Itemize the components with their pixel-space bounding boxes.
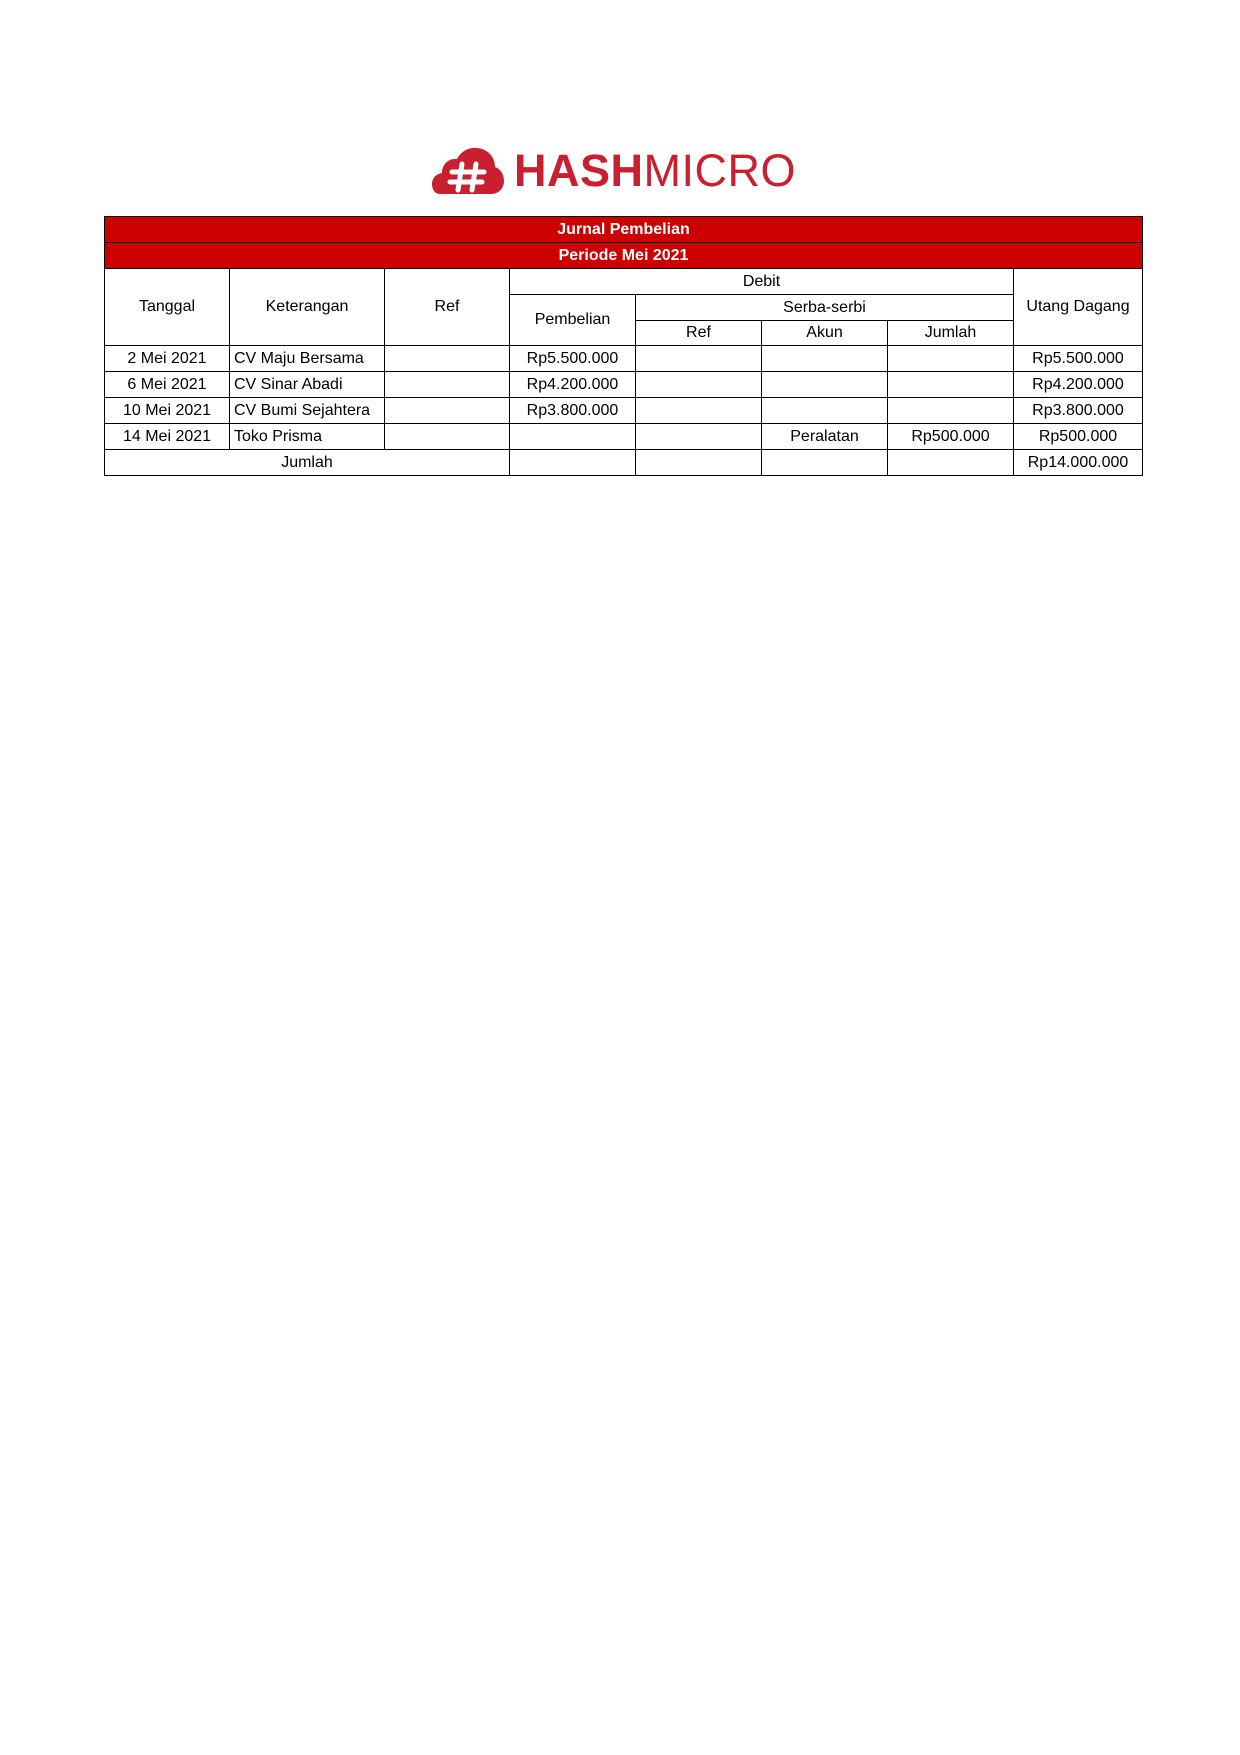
cell-ss-ref	[636, 346, 762, 372]
cell-utang-dagang: Rp3.800.000	[1014, 398, 1143, 424]
header-ss-akun: Akun	[762, 321, 888, 346]
cell-pembelian	[510, 424, 636, 450]
cell-ss-akun	[762, 372, 888, 398]
header-keterangan: Keterangan	[230, 269, 385, 346]
header-tanggal: Tanggal	[105, 269, 230, 346]
cell-utang-dagang: Rp500.000	[1014, 424, 1143, 450]
header-serba-serbi: Serba-serbi	[636, 295, 1014, 321]
header-debit: Debit	[510, 269, 1014, 295]
cell-pembelian: Rp4.200.000	[510, 372, 636, 398]
cell-ss-akun	[762, 346, 888, 372]
cell-utang-dagang: Rp4.200.000	[1014, 372, 1143, 398]
journal-period-row	[105, 243, 1143, 269]
purchase-journal-table	[104, 216, 1143, 476]
cell-ref	[385, 372, 510, 398]
cell-keterangan: CV Bumi Sejahtera	[230, 398, 385, 424]
cell-tanggal: 14 Mei 2021	[105, 424, 230, 450]
total-ss-ref	[636, 450, 762, 476]
cell-tanggal: 10 Mei 2021	[105, 398, 230, 424]
total-ss-akun	[762, 450, 888, 476]
cell-ss-akun	[762, 398, 888, 424]
header-utang-dagang: Utang Dagang	[1014, 269, 1143, 346]
cell-ref	[385, 398, 510, 424]
header-ss-jumlah: Jumlah	[888, 321, 1014, 346]
table-row	[105, 372, 1143, 398]
logo-text-micro: MICRO	[643, 145, 797, 196]
header-pembelian: Pembelian	[510, 295, 636, 346]
cell-ss-ref	[636, 372, 762, 398]
journal-period: Periode Mei 2021	[105, 243, 1143, 269]
total-label: Jumlah	[105, 450, 510, 476]
header-ref: Ref	[385, 269, 510, 346]
cell-ss-ref	[636, 398, 762, 424]
cell-ss-ref	[636, 424, 762, 450]
table-row	[105, 424, 1143, 450]
cell-ss-jumlah: Rp500.000	[888, 424, 1014, 450]
cell-ref	[385, 424, 510, 450]
total-utang-dagang: Rp14.000.000	[1014, 450, 1143, 476]
logo-text-hash: HASH	[514, 145, 644, 196]
cell-keterangan: CV Maju Bersama	[230, 346, 385, 372]
cell-keterangan: Toko Prisma	[230, 424, 385, 450]
header-ss-ref: Ref	[636, 321, 762, 346]
cell-pembelian: Rp5.500.000	[510, 346, 636, 372]
cell-tanggal: 6 Mei 2021	[105, 372, 230, 398]
cell-ss-jumlah	[888, 372, 1014, 398]
total-ss-jumlah	[888, 450, 1014, 476]
logo-wordmark	[514, 146, 796, 196]
company-logo	[432, 146, 796, 196]
table-row	[105, 398, 1143, 424]
cell-ss-jumlah	[888, 346, 1014, 372]
cell-ref	[385, 346, 510, 372]
table-row	[105, 346, 1143, 372]
total-pembelian	[510, 450, 636, 476]
cell-tanggal: 2 Mei 2021	[105, 346, 230, 372]
cell-keterangan: CV Sinar Abadi	[230, 372, 385, 398]
cell-utang-dagang: Rp5.500.000	[1014, 346, 1143, 372]
cell-ss-akun: Peralatan	[762, 424, 888, 450]
cell-ss-jumlah	[888, 398, 1014, 424]
journal-title: Jurnal Pembelian	[105, 217, 1143, 243]
journal-title-row	[105, 217, 1143, 243]
total-row	[105, 450, 1143, 476]
cell-pembelian: Rp3.800.000	[510, 398, 636, 424]
header-row-1	[105, 269, 1143, 295]
cloud-hash-icon	[432, 146, 504, 196]
